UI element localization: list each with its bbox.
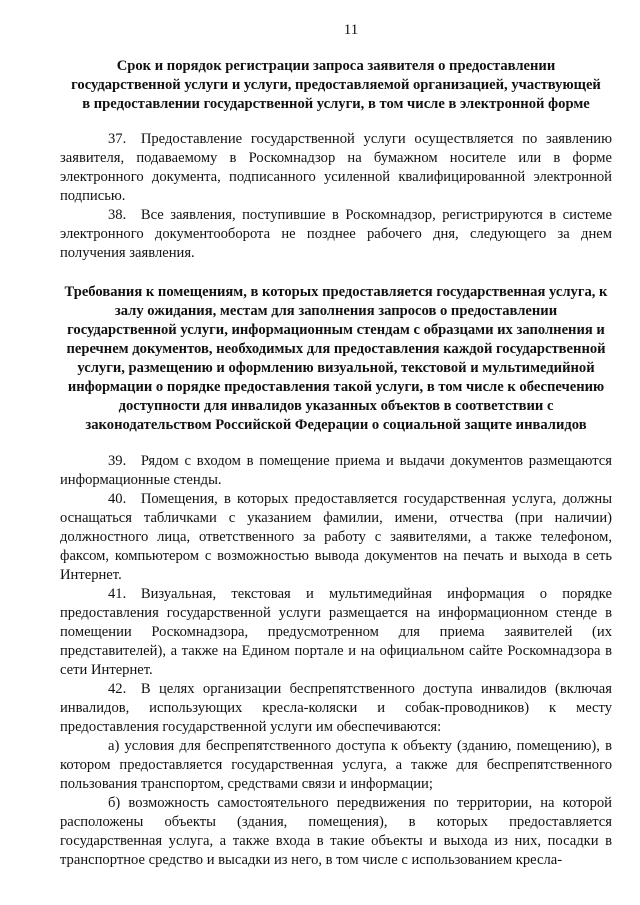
paragraph-42: 42. В целях организации беспрепятственного доступа инвалидов (включая инвалидов, использующих кресла-коляски и собак-проводников) к месту предоставления государственной услуги им обеспечиваются: (60, 681, 612, 735)
page-number: 11 (343, 22, 359, 38)
paragraph-42-b: б) возможность самостоятельного передвижения по территории, на которой расположены объекты (здания, помещения), в которых предоставляется государственная услуга, а также входа в такие объекты и выхода из них, посадки в транспортное средство и высадки из него, в том числе с использованием кресла- (60, 795, 612, 868)
paragraph-38: 38. Все заявления, поступившие в Роскомнадзор, регистрируются в системе электронного документооборота не позднее рабочего дня, следующего за днем получения заявления. (60, 207, 612, 261)
paragraph-37: 37. Предоставление государственной услуги осуществляется по заявлению заявителя, подаваемому в Роскомнадзор на бумажном носителе или в форме электронного документа, подписанного усиленной квалифицированной электронной подписью. (60, 131, 612, 204)
paragraph-40: 40. Помещения, в которых предоставляется государственная услуга, должны оснащаться табличками с указанием фамилии, имени, отчества (при наличии) должностного лица, ответственного за работу с заявителями, а также телефоном, факсом, компьютером с возможностью вывода документов на печать и выхода в сеть Интернет. (60, 491, 612, 583)
paragraph-41: 41. Визуальная, текстовая и мультимедийная информация о порядке предоставления государственной услуги размещается на информационном стенде в помещении Роскомнадзора, предусмотренном для приема заявителей (их представителей), а также на Едином портале и на официальном сайте Роскомнадзора в сети Интернет. (60, 586, 612, 678)
section-heading-registration: Срок и порядок регистрации запроса заявителя о предоставлении государственной услуги и услуги, предоставляемой организацией, участвующей в предоставлении государственной услуги, в том числе в электронной форме (71, 58, 601, 112)
paragraph-39: 39. Рядом с входом в помещение приема и выдачи документов размещаются информационные стенды. (60, 453, 612, 488)
section-heading-premises: Требования к помещениям, в которых предоставляется государственная услуга, к залу ожидания, местам для заполнения запросов о предоставлении государственной услуги, информационным стендам с образцами их заполнения и перечнем документов, необходимых для предоставления каждой государственной услуги, размещению и оформлению визуальной, текстовой и мультимедийной информации о порядке предоставления такой услуги, в том числе к обеспечению доступности для инвалидов указанных объектов в соответствии с законодательством Российской Федерации о социальной защите инвалидов (64, 284, 608, 433)
paragraph-42-a: а) условия для беспрепятственного доступа к объекту (зданию, помещению), в котором предоставляется государственная услуга, а также для беспрепятственного пользования транспортом, средствами связи и информации; (60, 738, 612, 792)
